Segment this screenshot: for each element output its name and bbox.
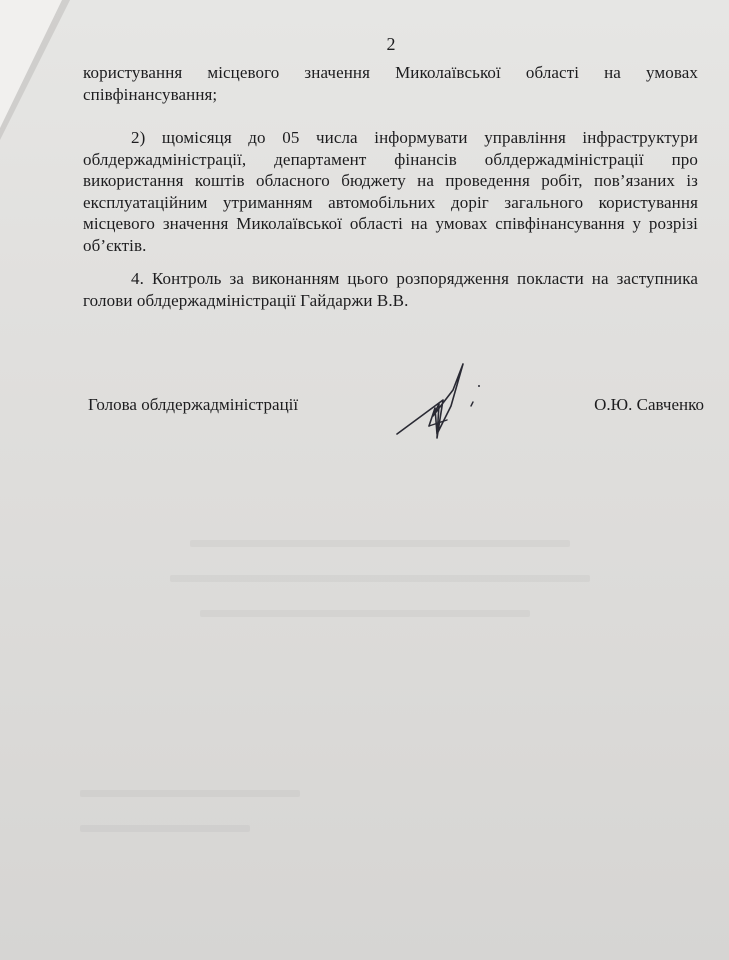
bleed-through-line [80,825,250,832]
bleed-through-line [200,610,530,617]
signatory-position: Голова облдержадміністрації [88,395,299,414]
paragraph-item-2: 2) щомісяця до 05 числа інформувати управління інфраструктури облдержадміністрації, департамент фінансів облдержадміністрації про використання коштів обласного бюджету на проведення робіт, пов’язаних із експлуатаційним утриманням автомобільних доріг загального користування місцевого значення Миколаївської області на умовах співфінансування у розрізі об’єктів. [83,128,698,255]
folded-corner [0,0,62,128]
bleed-through-line [190,540,570,547]
page-number: 2 [386,34,396,54]
paragraph-continuation: користування місцевого значення Миколаївської області на умовах співфінансування; [83,63,698,104]
handwritten-signature [393,360,493,440]
signatory-name: О.Ю. Савченко [594,395,704,414]
paragraph-item-4: 4. Контроль за виконанням цього розпорядження покласти на заступника голови облдержадміністрації Гайдаржи В.В. [83,269,698,310]
bleed-through-line [170,575,590,582]
bleed-through-line [80,790,300,797]
